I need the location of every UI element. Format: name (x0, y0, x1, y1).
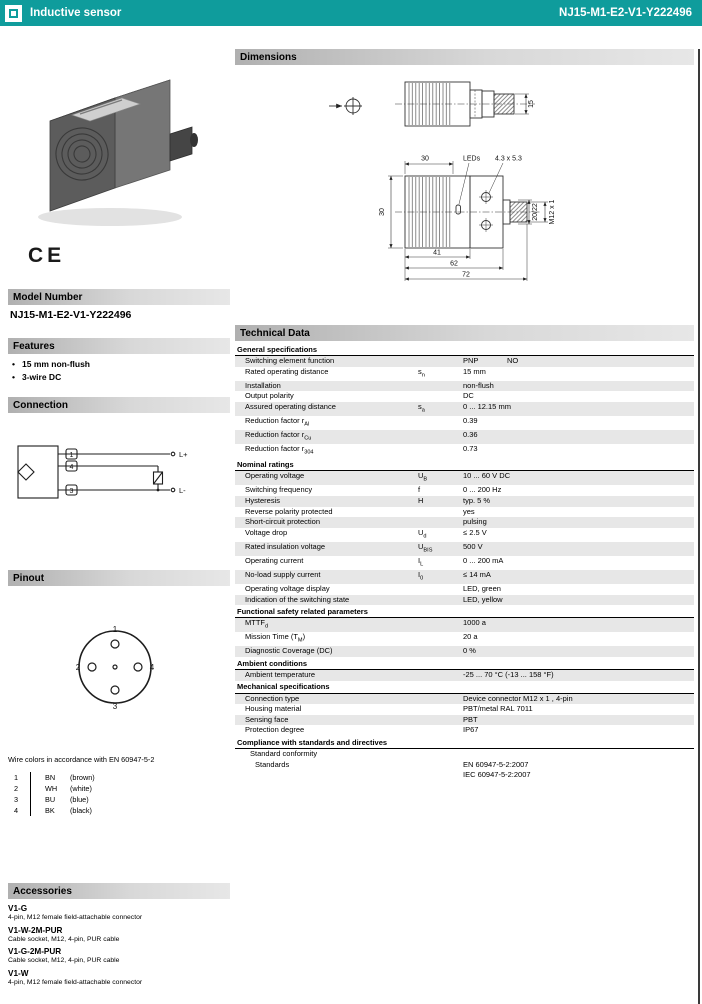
spec-value (463, 749, 694, 760)
section-features (8, 338, 230, 354)
spec-value-primary: 0.36 (463, 430, 478, 440)
accessory-name: V1-G (8, 904, 28, 913)
spec-value-primary: PBT (463, 714, 478, 724)
spec-label: No-load supply current (245, 570, 321, 579)
ce-mark: CE (28, 244, 66, 267)
section-connection (8, 397, 230, 413)
spec-value-line: IEC 60947-5-2:2007 (463, 770, 531, 780)
wire-number: 2 (14, 784, 19, 793)
spec-symbol (418, 749, 463, 760)
wire-code: WH (30, 783, 66, 794)
spec-value-primary: 0 ... 200 Hz (463, 485, 502, 495)
spec-row (235, 402, 694, 416)
spec-symbol: $s_n$ (418, 366, 425, 379)
section-technical-data (235, 325, 694, 341)
header-part-number: NJ15-M1-E2-V1-Y222496 (559, 7, 692, 19)
spec-symbol (418, 670, 463, 681)
dim-label-62: 62 (450, 260, 458, 268)
spec-value (463, 715, 694, 726)
spec-label: Mission Time $(T_M)$ (245, 632, 306, 644)
technical-data-table (235, 343, 694, 781)
spec-row (235, 485, 694, 496)
spec-value (463, 391, 694, 402)
spec-row (235, 528, 694, 542)
dim-label-2022: 20/22 (532, 203, 539, 221)
spec-label: Short-circuit protection (245, 517, 321, 527)
spec-label: Sensing face (245, 714, 289, 724)
spec-value (463, 402, 694, 416)
spec-label: Operating voltage display (245, 584, 330, 594)
spec-symbol: $s_a$ (418, 401, 425, 414)
wire-color-row (14, 783, 95, 794)
spec-symbol (418, 694, 463, 705)
spec-value-primary: 0 ... 200 mA (463, 555, 504, 565)
dim-label-15: 15 (528, 100, 535, 108)
spec-label: Assured operating distance (245, 401, 336, 411)
spec-value (463, 367, 694, 381)
wire-color-table (14, 772, 95, 816)
spec-row (235, 471, 694, 485)
spec-row (235, 715, 694, 726)
spec-row (235, 430, 694, 444)
wire-code: BN (30, 772, 66, 783)
section-pinout-label: Pinout (13, 572, 45, 584)
spec-value-primary: 0 % (463, 646, 476, 656)
spec-label: Rated insulation voltage (245, 541, 326, 551)
spec-label: Switching element function (245, 356, 335, 365)
accessory-description: Cable socket, M12, 4-pin, PUR cable (8, 935, 120, 943)
spec-value-primary: 0.73 (463, 444, 478, 454)
wire-color-name: (black) (70, 806, 92, 815)
spec-row (235, 570, 694, 584)
spec-value-primary: 0 ... 12.15 mm (463, 401, 511, 411)
feature-item: • 3-wire DC (12, 371, 90, 384)
pinout-diagram (15, 592, 215, 742)
spec-value (463, 632, 694, 646)
spec-value (463, 356, 694, 367)
brand-logo-inner-icon (9, 9, 18, 18)
spec-row (235, 367, 694, 381)
spec-symbol: $U_B$ (418, 471, 428, 483)
spec-value-secondary: NO (507, 356, 519, 365)
spec-value (463, 646, 694, 657)
accessory-description: 4-pin, M12 female field-attachable connector (8, 914, 143, 921)
spec-label: Connection type (245, 693, 300, 703)
spec-label: Standards (255, 759, 290, 769)
spec-value-primary: 20 a (463, 632, 478, 642)
spec-value (463, 416, 694, 430)
wire-code: BK (30, 805, 66, 816)
l-minus-label: L- (179, 486, 186, 495)
spec-row (235, 381, 694, 392)
spec-label: Indication of the switching state (245, 594, 350, 604)
accessory-description: Cable socket, M12, 4-pin, PUR cable (8, 957, 120, 964)
spec-value-line: EN 60947-5-2:2007 (463, 759, 529, 769)
dim-label-30-top: 30 (421, 155, 429, 163)
spec-symbol (418, 760, 463, 781)
spec-value (463, 496, 694, 507)
dim-label-72: 72 (462, 271, 470, 279)
spec-symbol (418, 517, 463, 528)
spec-symbol (418, 416, 463, 430)
spec-value (463, 381, 694, 392)
spec-label: Standard conformity (250, 749, 318, 759)
spec-row (235, 646, 694, 657)
section-model-number (8, 289, 230, 305)
spec-symbol: $U_d$ (418, 527, 427, 540)
brand-logo-icon (5, 5, 22, 22)
spec-row (235, 760, 694, 781)
product-type-title: Inductive sensor (30, 7, 122, 19)
spec-label: Reduction factor $r_{304}$ (245, 444, 314, 456)
spec-value (463, 618, 694, 632)
spec-label: $MTTF_d$ (245, 618, 269, 630)
wire-3-label: 3 (69, 487, 74, 495)
spec-value-primary: yes (463, 506, 475, 516)
spec-row (235, 584, 694, 595)
spec-value (463, 570, 694, 584)
spec-symbol (418, 381, 463, 392)
spec-value (463, 725, 694, 736)
spec-row (235, 556, 694, 570)
spec-label: Diagnostic Coverage (DC) (245, 646, 333, 656)
spec-value-primary: 1000 a (463, 618, 486, 628)
features-list (12, 358, 90, 384)
section-model-number-label: Model Number (13, 291, 83, 303)
section-pinout (8, 570, 230, 586)
spec-symbol (418, 715, 463, 726)
section-features-label: Features (13, 340, 55, 352)
spec-symbol: f (418, 485, 421, 495)
spec-value (463, 485, 694, 496)
spec-label: Operating voltage (245, 471, 305, 481)
dim-label-30-left: 30 (379, 208, 386, 216)
pin-3-label: 3 (112, 702, 118, 711)
spec-label: Ambient temperature (245, 670, 316, 680)
spec-value (463, 584, 694, 595)
spec-value (463, 528, 694, 542)
spec-value-primary: 15 mm (463, 366, 486, 376)
wire-color-name: (blue) (70, 795, 89, 804)
spec-label: Output polarity (245, 391, 294, 401)
feature-item: • 15 mm non-flush (12, 358, 90, 371)
spec-row (235, 704, 694, 715)
spec-value (463, 704, 694, 715)
wire-number: 4 (14, 806, 19, 815)
wire-color-row (14, 772, 95, 783)
section-accessories (8, 883, 230, 899)
pin-1-label: 1 (112, 625, 118, 634)
spec-value-primary: non-flush (463, 380, 494, 390)
accessory-name: V1-G-2M-PUR (8, 947, 62, 956)
spec-label: Protection degree (245, 725, 305, 735)
wire-color-row (14, 794, 95, 805)
section-dimensions-label: Dimensions (240, 51, 297, 63)
spec-value-primary: ≤ 2.5 V (463, 527, 487, 537)
model-number-value: NJ15-M1-E2-V1-Y222496 (10, 309, 132, 321)
spec-row (235, 356, 694, 367)
dim-label-leds: LEDs (463, 155, 481, 163)
spec-row (235, 618, 694, 632)
wire-1-label: 1 (69, 451, 74, 459)
spec-symbol (418, 356, 463, 367)
spec-label: Reduction factor $r_{Cu}$ (245, 430, 312, 442)
spec-value-primary: PNP (463, 356, 479, 365)
wire-color-name: (white) (70, 784, 92, 793)
spec-row (235, 595, 694, 606)
wire-colors-note: Wire colors in accordance with EN 60947-5-2 (8, 755, 155, 764)
spec-row (235, 496, 694, 507)
pin-2-label: 2 (75, 663, 81, 672)
spec-value (463, 517, 694, 528)
spec-symbol (418, 725, 463, 736)
spec-label: Hysteresis (245, 495, 281, 505)
wire-code: BU (30, 794, 66, 805)
spec-value-primary: 500 V (463, 541, 483, 551)
spec-row (235, 416, 694, 430)
spec-value (463, 507, 694, 518)
product-photo (10, 36, 225, 241)
spec-group-header: Mechanical specifications (235, 681, 694, 694)
spec-value (463, 471, 694, 485)
spec-group-header: Nominal ratings (235, 458, 694, 471)
spec-group-header: Functional safety related parameters (235, 605, 694, 618)
spec-symbol (418, 584, 463, 595)
spec-group-header: General specifications (235, 343, 694, 356)
spec-group-header: Ambient conditions (235, 657, 694, 670)
page-edge-rule (698, 49, 700, 1004)
spec-label: Housing material (245, 704, 302, 714)
pin-4-label: 4 (149, 663, 155, 672)
spec-value-primary: Device connector M12 x 1 , 4-pin (463, 693, 573, 703)
connection-diagram (10, 420, 215, 550)
spec-value-primary: PBT/metal RAL 7011 (463, 704, 533, 714)
spec-value (463, 595, 694, 606)
spec-value-primary: 10 ... 60 V DC (463, 471, 511, 481)
spec-label: Operating current (245, 555, 304, 565)
section-accessories-label: Accessories (13, 885, 72, 897)
spec-row (235, 632, 694, 646)
spec-row (235, 670, 694, 681)
spec-label: Voltage drop (245, 527, 288, 537)
section-connection-label: Connection (13, 399, 68, 411)
spec-group-header: Compliance with standards and directives (235, 736, 694, 749)
spec-row (235, 694, 694, 705)
spec-value-primary: -25 ... 70 °C (-13 ... 158 °F) (463, 670, 554, 680)
spec-row (235, 391, 694, 402)
section-dimensions (235, 49, 694, 65)
spec-value (463, 670, 694, 681)
spec-symbol (418, 704, 463, 715)
spec-row (235, 542, 694, 556)
spec-row (235, 507, 694, 518)
wire-number: 1 (14, 773, 19, 782)
spec-label: Rated operating distance (245, 366, 329, 376)
dim-label-41: 41 (433, 249, 441, 257)
wire-color-name: (brown) (70, 773, 95, 782)
spec-symbol: H (418, 495, 424, 505)
l-plus-label: L+ (179, 450, 188, 459)
spec-value-primary: DC (463, 391, 474, 401)
spec-value (463, 694, 694, 705)
spec-symbol: $U_{BIS}$ (418, 541, 433, 554)
spec-symbol: $I_L$ (418, 555, 424, 568)
spec-value (463, 556, 694, 570)
spec-value-primary: 0.39 (463, 415, 478, 425)
accessory-name: V1-W (8, 968, 29, 978)
spec-symbol (418, 618, 463, 632)
spec-symbol (418, 632, 463, 646)
dim-label-m12: M12 x 1 (549, 199, 556, 225)
spec-symbol (418, 391, 463, 402)
spec-label: Installation (245, 380, 281, 390)
spec-symbol (418, 430, 463, 444)
spec-symbol (418, 444, 463, 458)
accessory-description: 4-pin, M12 female field-attachable connector (8, 978, 143, 986)
spec-value-primary: IP67 (463, 725, 479, 735)
spec-label: Reverse polarity protected (245, 506, 333, 516)
spec-value (463, 542, 694, 556)
spec-row (235, 444, 694, 458)
wire-number: 3 (14, 795, 19, 804)
spec-row (235, 517, 694, 528)
spec-value-primary: pulsing (463, 517, 487, 527)
dim-label-hole: 4.3 x 5.3 (495, 155, 522, 163)
wire-4-label: 4 (69, 463, 74, 471)
wire-color-row (14, 805, 95, 816)
spec-value-primary: LED, green (463, 584, 501, 594)
spec-value-primary: typ. 5 % (463, 495, 491, 505)
spec-label: Switching frequency (245, 485, 313, 495)
spec-value (463, 760, 694, 781)
spec-symbol (418, 595, 463, 606)
spec-value-primary: ≤ 14 mA (463, 570, 491, 579)
accessory-name: V1-W-2M-PUR (8, 925, 63, 935)
accessories-list (8, 901, 230, 987)
spec-value (463, 430, 694, 444)
spec-value-primary: LED, yellow (463, 594, 503, 604)
spec-label: Reduction factor $r_{Al}$ (245, 415, 310, 428)
spec-row (235, 725, 694, 736)
section-technical-data-label: Technical Data (240, 327, 310, 339)
spec-value (463, 444, 694, 458)
spec-row (235, 749, 694, 760)
header-bar (0, 0, 702, 26)
dimensions-drawing (235, 66, 694, 314)
spec-symbol (418, 507, 463, 518)
spec-symbol (418, 646, 463, 657)
spec-symbol: $I_0$ (418, 570, 424, 582)
